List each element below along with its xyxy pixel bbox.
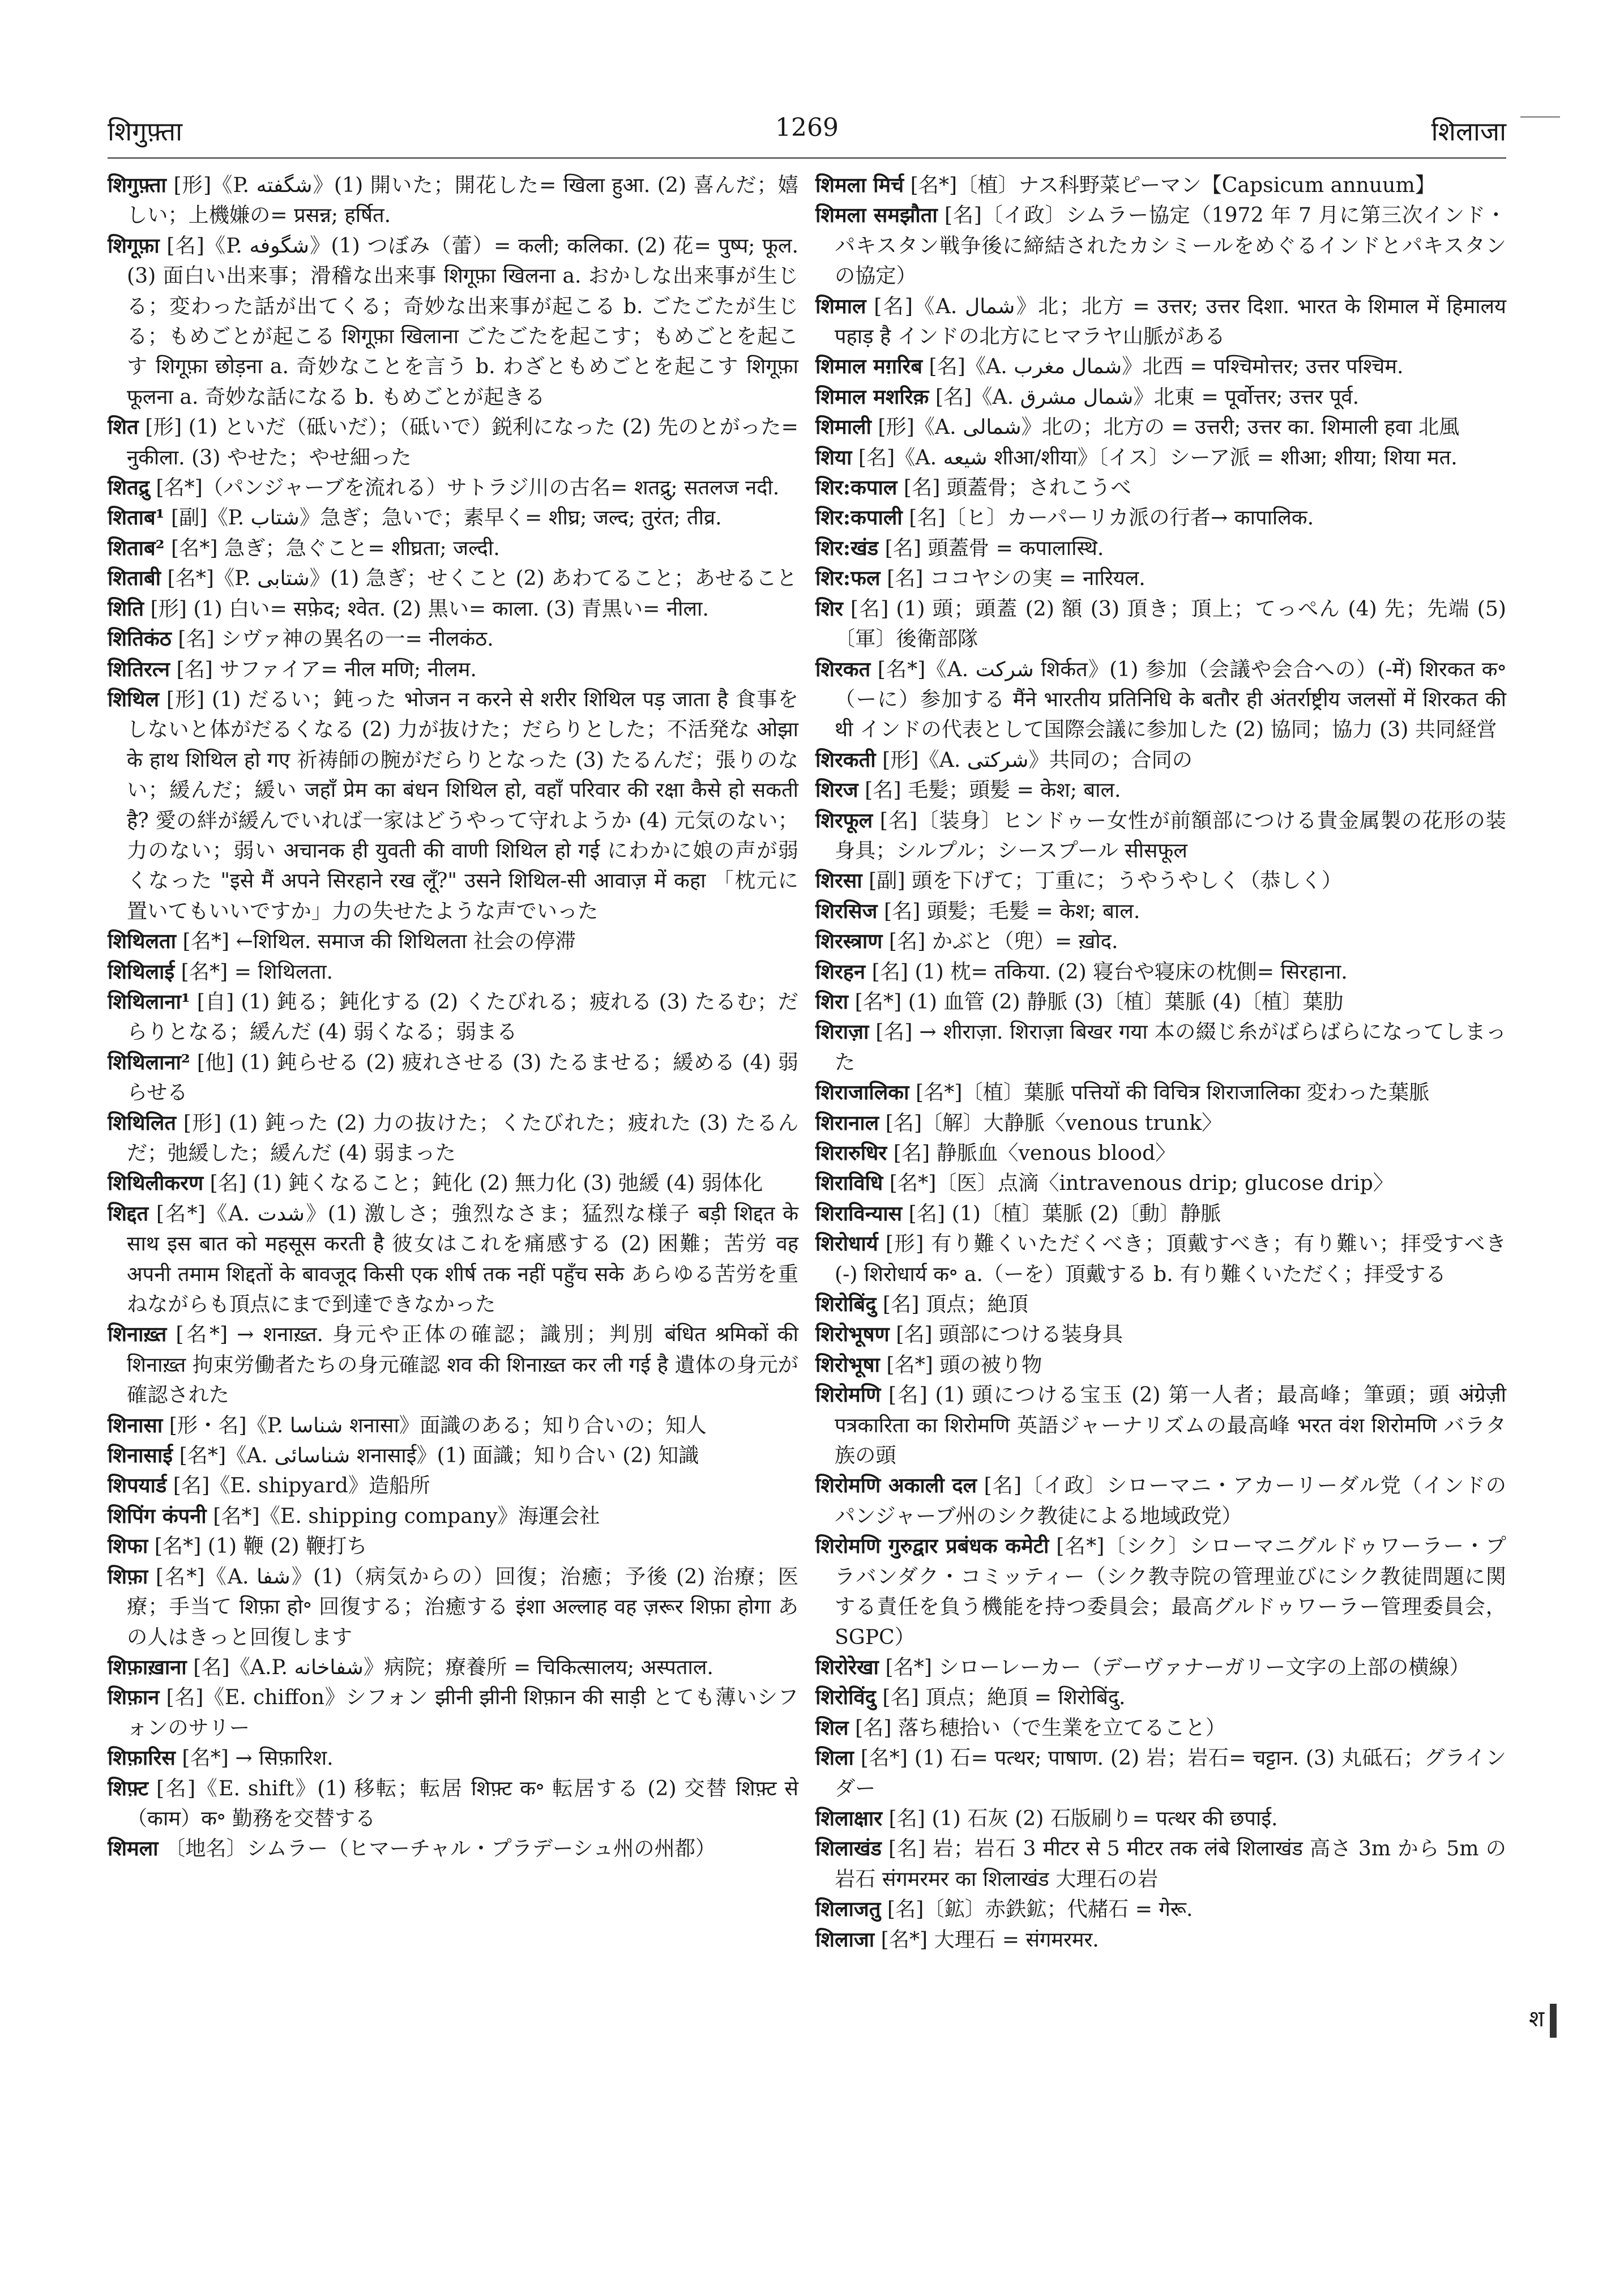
entry-definition: [名*]《A. شفا》(1)（病気からの）回復；治癒；予後 (2) 治療；医療；手当て शिफ़ा हो॰ 回復する；治癒する इंशा अल्लाह वह ज़रूर शिफ़ा होगा あの人はきっと回復します <box>127 1564 798 1649</box>
entry-definition: [形・名]《P. شناسا शनासा》面識のある；知り合いの；知人 <box>169 1412 707 1437</box>
dictionary-entry <box>108 957 798 987</box>
entry-definition: [名*]《A. شناسائی शनासाई》(1) 面識；知り合い (2) 知識 <box>179 1443 699 1468</box>
entry-headword: शिथिल <box>108 686 160 711</box>
entry-headword: शिर:खंड <box>815 535 879 560</box>
dictionary-entry <box>815 472 1506 502</box>
dictionary-entry <box>815 412 1506 442</box>
entry-definition: [名] (1) 鈍くなること；鈍化 (2) 無力化 (3) 弛緩 (4) 弱体化 <box>210 1171 763 1196</box>
entry-headword: शिथिलीकरण <box>108 1171 204 1196</box>
entry-headword: शिर:फल <box>815 566 881 591</box>
corner-mark <box>1520 116 1560 118</box>
dictionary-entry <box>108 1773 798 1834</box>
entry-headword: शिरहन <box>815 959 866 984</box>
entry-definition: [名*]〔植〕葉脈 पत्तियों की विचित्र शिराजालिका 変わった葉脈 <box>915 1080 1430 1105</box>
dictionary-entry <box>815 1319 1506 1349</box>
entry-headword: शिथिलाना¹ <box>108 989 190 1014</box>
entry-headword: शिपयार्ड <box>108 1473 167 1498</box>
entry-headword: शिरकती <box>815 747 876 772</box>
dictionary-entry <box>815 442 1506 472</box>
entry-definition: [名] 毛髪；頭髪 = केश; बाल. <box>865 778 1121 803</box>
entry-definition: [名]〔解〕大静脈〈venous trunk〉 <box>885 1110 1223 1135</box>
entry-headword: शिफ़ा <box>108 1564 148 1589</box>
entry-headword: शिरज <box>815 778 858 803</box>
entry-headword: शिमाल मशरिक़ <box>815 384 929 409</box>
entry-definition: [名]《A. شمال مشرق》北東 = पूर्वोत्तर; उत्तर पूर्व. <box>935 384 1360 409</box>
entry-definition: [名] シヴァ神の異名の一= नीलकंठ. <box>178 626 494 651</box>
dictionary-entry <box>108 1652 798 1682</box>
dictionary-entry <box>815 1228 1506 1289</box>
dictionary-entry <box>108 684 798 926</box>
entry-definition: [名*] (1) 石= पत्थर; पाषाण. (2) 岩；岩石= चट्टान. (3) 丸砥石；グラインダー <box>835 1745 1506 1800</box>
entry-headword: शिफ़ान <box>108 1685 160 1710</box>
dictionary-entry <box>815 1138 1506 1168</box>
dictionary-entry <box>815 654 1506 745</box>
entry-headword: शिमला समझौता <box>815 203 938 228</box>
entry-definition: [名*]〔植〕ナス科野菜ピーマン【Capsicum annuum】 <box>910 173 1435 197</box>
entry-headword: शितिरत्न <box>108 656 170 681</box>
dictionary-entry <box>815 957 1506 987</box>
entry-headword: शिरसिज <box>815 898 878 923</box>
entry-definition: [名*] = शिथिलता. <box>181 959 334 984</box>
entry-headword: शिया <box>815 445 852 470</box>
dictionary-entry <box>108 1108 798 1168</box>
dictionary-entry <box>815 926 1506 956</box>
dictionary-entry <box>108 563 798 593</box>
entry-definition: [名*] → सिफ़ारिश. <box>182 1745 334 1770</box>
entry-headword: शित <box>108 415 139 439</box>
entry-headword: शिरोमणि <box>815 1382 881 1407</box>
dictionary-entry <box>815 382 1506 412</box>
entry-headword: शिनासाई <box>108 1443 173 1468</box>
dictionary-entry <box>108 472 798 502</box>
dictionary-entry <box>108 594 798 624</box>
thumb-index-bar <box>1550 2004 1557 2038</box>
entry-headword: शिफ़्ट <box>108 1775 149 1800</box>
entry-headword: शिरसा <box>815 868 862 893</box>
thumb-index <box>1529 2002 1557 2038</box>
entry-definition: [名*] 急ぎ；急ぐこと= शीघ्रता; जल्दी. <box>171 535 500 560</box>
entry-definition: [名] (1) 頭；頭蓋 (2) 額 (3) 頂き；頂上；てっぺん (4) 先；先端 (5)〔軍〕後衛部隊 <box>835 596 1506 651</box>
dictionary-entry <box>815 1198 1506 1228</box>
dictionary-entry <box>108 502 798 532</box>
entry-definition: [名*] → शनाख़्त. 身元や正体の確認；識別；判別 बंधित श्रमिकों की शिनाख़्त 拘束労働者たちの身元確認 शव की शिनाख़्त कर ली गई है 遺体の身元が確認された <box>127 1322 798 1407</box>
entry-definition: [名]《E. shipyard》造船所 <box>173 1473 430 1498</box>
entry-headword: शिराविन्यास <box>815 1201 903 1226</box>
entry-headword: शिरकत <box>815 656 871 681</box>
dictionary-entry <box>108 1168 798 1198</box>
dictionary-entry <box>815 1350 1506 1380</box>
dictionary-entry <box>815 1168 1506 1198</box>
dictionary-entry <box>815 563 1506 593</box>
entry-definition: [名] (1)〔植〕葉脈 (2)〔動〕静脈 <box>908 1201 1221 1226</box>
entry-definition: [名] かぶと（兜）= ख़ोद. <box>888 929 1118 954</box>
entry-definition: [名] → शीराज़ा. शिराज़ा बिखर गया 本の綴じ糸がばらばらになってしまった <box>835 1019 1506 1074</box>
entry-headword: शिर:कपाली <box>815 505 903 530</box>
entry-definition: [副]《P. شتاب》急ぎ；急いで；素早く= शीघ्र; जल्द; तुरंत; तीव्र. <box>171 505 722 530</box>
entry-headword: शितिकंठ <box>108 626 172 651</box>
entry-definition: [名*]《P. شتابی》(1) 急ぎ；せくこと (2) あわてること；あせること <box>167 566 797 591</box>
dictionary-entry <box>815 1803 1506 1833</box>
entry-headword: शिर <box>815 596 843 621</box>
entry-definition: [名]〔イ政〕シローマニ・アカーリーダル党（インドのパンジャーブ州のシク教徒による地域政党） <box>835 1473 1506 1528</box>
dictionary-entry <box>815 291 1506 352</box>
entry-definition: [形] (1) 白い= सफ़ेद; श्वेत. (2) 黒い= काला. (3) 青黒い= नीला. <box>150 596 709 621</box>
dictionary-entry <box>815 351 1506 381</box>
entry-headword: शिरोविंदु <box>815 1685 876 1710</box>
entry-headword: शिरोरेखा <box>815 1654 879 1679</box>
entry-headword: शिनासा <box>108 1412 163 1437</box>
entry-definition: [名] 頂点；絶頂 <box>882 1292 1028 1317</box>
page-number: 1269 <box>775 113 839 142</box>
entry-headword: शिताबी <box>108 566 161 591</box>
dictionary-entry <box>108 170 798 231</box>
dictionary-entry <box>815 533 1506 563</box>
entry-headword: शिरोमणि अकाली दल <box>815 1473 977 1498</box>
dictionary-entry <box>815 170 1506 200</box>
entry-headword: शिताब¹ <box>108 505 165 530</box>
entry-headword: शिफ़ारिस <box>108 1745 176 1770</box>
entry-definition: 〔地名〕シムラー（ヒマーチャル・プラデーシュ州の州都） <box>165 1836 716 1861</box>
entry-definition: [名*]《E. shipping company》海運会社 <box>213 1503 600 1528</box>
entry-definition: [名] 頭蓋骨 = कपालास्थि. <box>884 535 1104 560</box>
entry-definition: [形] (1) 鈍った (2) 力の抜けた；くたびれた；疲れた (3) たるんだ；弛緩した；緩んだ (4) 弱まった <box>127 1110 799 1165</box>
entry-definition: [名] (1) 頭につける宝玉 (2) 第一人者；最高峰；筆頭；頭 अंग्रेज़ी पत्रकारिता का शिरोमणि 英語ジャーナリズムの最高峰 भरत वंश शिरोमणि バラタ族の頭 <box>835 1382 1506 1468</box>
entry-headword: शिरा <box>815 989 849 1014</box>
dictionary-entry <box>108 1682 798 1743</box>
dictionary-entry <box>815 1743 1506 1803</box>
dictionary-entry <box>815 896 1506 926</box>
dictionary-entry <box>108 926 798 956</box>
entry-headword: शिल <box>815 1715 849 1740</box>
entry-definition: [名*]《A. شرکت शिर्कत》(1) 参加（会議や会合への）(-में) शिरकत क॰（ーに）参加する मैंने भारतीय प्रतिनिधि के बतौर ही अंतर्राष्ट्रीय जलसों में शिरकत की थी インドの代表として国際会議に参加した (2) 協同；協力 (3) 共同経営 <box>835 656 1506 742</box>
entry-definition: [形] (1) だるい；鈍った भोजन न करने से शरीर शिथिल पड़ जाता है 食事をしないと体がだるくなる (2) 力が抜けた；だらりとした；不活発な ओझा के हाथ शिथिल हो गए 祈祷師の腕がだらりとなった (3) たるんだ；張りのない；緩んだ；緩い जहाँ प्रेम का बंधन शिथिल हो, वहाँ परिवार की रक्षा कैसे हो सकती है? 愛の絆が緩んでいれば一家はどうやって守れようか (4) 元気のない；力のない；弱い अचानक ही युवती की वाणी शिथिल हो गई にわかに娘の声が弱くなった "इसे मैं अपने सिरहाने रख लूँ?" उसने शिथिल-सी आवाज़ में कहा 「枕元に置いてもいいですか」力の失せたような声でいった <box>127 686 798 923</box>
entry-headword: शिराजालिका <box>815 1080 909 1105</box>
entry-headword: शिद्दत <box>108 1201 149 1226</box>
entry-headword: शिरारुधिर <box>815 1141 887 1165</box>
entry-definition: [他] (1) 鈍らせる (2) 疲れさせる (3) たるませる；緩める (4) 弱らせる <box>127 1049 798 1105</box>
dictionary-entry <box>815 1531 1506 1652</box>
entry-headword: शिरस्त्राण <box>815 929 883 954</box>
entry-definition: [名] 岩；岩石 3 मीटर से 5 मीटर तक लंबे शिलाखंड 高さ 3m から 5m の岩石 संगमरमर का शिलाखंड 大理石の岩 <box>835 1836 1506 1891</box>
entry-headword: शिफा <box>108 1534 148 1559</box>
entry-definition: [名] (1) 石灰 (2) 石版刷り= पत्थर की छपाई. <box>888 1806 1278 1830</box>
entry-definition: [名]〔鉱〕赤鉄鉱；代赭石 = गेरू. <box>887 1897 1193 1922</box>
dictionary-entry <box>815 1077 1506 1107</box>
dictionary-entry <box>815 775 1506 805</box>
entry-headword: शिला <box>815 1745 854 1770</box>
dictionary-entry <box>108 1319 798 1410</box>
entry-definition: [名]《A. شمال مغرب》北西 = पश्चिमोत्तर; उत्तर पश्चिम. <box>929 354 1404 379</box>
entry-headword: शिरोभूषा <box>815 1352 880 1377</box>
entry-definition: [名]〔装身〕ヒンドゥー女性が前額部につける貴金属製の花形の装身具；シルプル；シースプール सीसफूल <box>835 808 1506 863</box>
dictionary-entry <box>108 1440 798 1470</box>
entry-headword: शिरफूल <box>815 808 873 833</box>
entry-definition: [形]《A. شمالی》北の；北方の = उत्तरी; उत्तर का. शिमाली हवा 北風 <box>878 415 1460 439</box>
entry-headword: शिलाजा <box>815 1927 875 1952</box>
dictionary-entry <box>815 865 1506 895</box>
entry-definition: [名] 頂点；絶頂 = शिरोबिंदु. <box>882 1685 1126 1710</box>
entry-headword: शिराज़ा <box>815 1019 869 1044</box>
dictionary-entry <box>108 533 798 563</box>
dictionary-entry <box>108 624 798 654</box>
entry-definition: [名*] (1) 血管 (2) 静脈 (3)〔植〕葉脈 (4)〔植〕葉肋 <box>854 989 1344 1014</box>
entry-definition: [名] (1) 枕= तकिया. (2) 寝台や寝床の枕側= सिरहाना. <box>871 959 1348 984</box>
entry-definition: [名]〔ヒ〕カーパーリカ派の行者→ कापालिक. <box>909 505 1314 530</box>
dictionary-entry <box>815 502 1506 532</box>
entry-headword: शिपिंग कंपनी <box>108 1503 207 1528</box>
header-rule <box>108 157 1506 159</box>
entry-definition: [名]《E. shift》(1) 移転；転居 शिफ़्ट क॰ 転居する (2) 交替 शिफ़्ट से（काम）क॰ 勤務を交替する <box>127 1775 798 1830</box>
entry-definition: [名] 頭蓋骨；されこうべ <box>903 475 1131 500</box>
dictionary-entry <box>108 654 798 684</box>
entry-definition: [副] 頭を下げて；丁重に；うやうやしく（恭しく） <box>869 868 1343 893</box>
left-column <box>108 170 798 1864</box>
dictionary-entry <box>815 1713 1506 1743</box>
entry-headword: शिथिलाई <box>108 959 175 984</box>
dictionary-entry <box>815 1380 1506 1470</box>
entry-definition: [自] (1) 鈍る；鈍化する (2) くたびれる；疲れる (3) たるむ；だらりとなる；緩んだ (4) 弱くなる；弱まる <box>127 989 798 1044</box>
dictionary-entry <box>108 1410 798 1440</box>
entry-headword: शिरोबिंदु <box>815 1292 877 1317</box>
page-header <box>108 113 1506 153</box>
dictionary-entry <box>815 1894 1506 1924</box>
entry-definition: [名*]（パンジャーブを流れる）サトラジ川の古名= शतद्रु; सतलज नदी. <box>156 475 780 500</box>
entry-headword: शिरोभूषण <box>815 1322 890 1347</box>
entry-headword: शिमाल <box>815 293 866 318</box>
entry-headword: शिलाक्षार <box>815 1806 883 1830</box>
entry-headword: शिर:कपाल <box>815 475 898 500</box>
entry-headword: शितद्रु <box>108 475 149 500</box>
entry-definition: [名*] (1) 鞭 (2) 鞭打ち <box>154 1534 367 1559</box>
dictionary-entry <box>108 1561 798 1652</box>
dictionary-entry <box>815 594 1506 654</box>
entry-headword: शिराविधि <box>815 1171 883 1196</box>
entry-definition: [名*]《A. شدت》(1) 激しさ；強烈なさま；猛烈な様子 बड़ी शिद्दत के साथ इस बात को महसूस करती है 彼女はこれを痛感する (2) 困難；苦労 वह अपनी तमाम शिद्दतों के बावजूद किसी एक शीर्ष तक नहीं पहुँच सके あらゆる苦労を重ねながらも頂点にまで到達できなかった <box>127 1201 798 1317</box>
entry-headword: शिफ़ाख़ाना <box>108 1654 187 1679</box>
entry-definition: [名] サファイア= नील मणि; नीलम. <box>176 656 477 681</box>
entry-headword: शिताब² <box>108 535 165 560</box>
entry-headword: शिनाख़्त <box>108 1322 167 1347</box>
dictionary-entry <box>815 200 1506 291</box>
entry-definition: [名]《E. chiffon》シフォン झीनी झीनी शिफ़ान की साड़ी とても薄いシフォンのサリー <box>127 1685 798 1740</box>
dictionary-entry <box>815 1108 1506 1138</box>
entry-headword: शिति <box>108 596 144 621</box>
entry-headword: शिगुफ़्ता <box>108 173 166 197</box>
entry-headword: शिलाजतु <box>815 1897 881 1922</box>
dictionary-entry <box>108 1531 798 1561</box>
entry-definition: [名] 頭部につける装身具 <box>896 1322 1123 1347</box>
entry-definition: [名] 頭髪；毛髪 = केश; बाल. <box>883 898 1140 923</box>
entry-definition: [名]《A.P. شفاخانه》病院；療養所 = चिकित्सालय; अस्पताल. <box>193 1654 713 1679</box>
dictionary-entry <box>108 1198 798 1320</box>
entry-definition: [名*] 頭の被り物 <box>886 1352 1042 1377</box>
entry-definition: [形] 有り難くいただくべき；頂戴すべき；有り難い；拝受すべき (-) शिरोधार्य क॰ a.（ーを）頂戴する b. 有り難くいただく；拝受する <box>835 1231 1506 1286</box>
entry-headword: शिरानाल <box>815 1110 879 1135</box>
entry-definition: [名]《P. شگوفه》(1) つぼみ（蕾）= कली; कलिका. (2) 花= पुष्प; फूल. (3) 面白い出来事；滑稽な出来事 शिगूफ़ा खिलना a. おかしな出来事が生じる；変わった話が出てくる；奇妙な出来事が起こる b. ごたごたが生じる；もめごとが起こる शिगूफ़ा खिलाना ごたごたを起こす；もめごとを起こす शिगूफ़ा छोड़ना a. 奇妙なことを言う b. わざともめごとを起こす शिगूफ़ा फूलना a. 奇妙な話になる b. もめごとが起きる <box>127 233 798 409</box>
dictionary-entry <box>108 987 798 1047</box>
entry-definition: [名*]〔医〕点滴〈intravenous drip; glucose drip〉 <box>889 1171 1394 1196</box>
entry-headword: शिगूफ़ा <box>108 233 160 258</box>
entry-definition: [名*] シローレーカー（デーヴァナーガリー文字の上部の横線） <box>885 1654 1470 1679</box>
entry-headword: शिमला <box>108 1836 159 1861</box>
entry-headword: शिरोधार्य <box>815 1231 878 1256</box>
entry-headword: शिरोमणि गुरुद्वार प्रबंधक कमेटी <box>815 1534 1049 1559</box>
entry-definition: [名] 落ち穂拾い（で生業を立てること） <box>855 1715 1226 1740</box>
dictionary-entry <box>815 1924 1506 1954</box>
dictionary-entry <box>815 805 1506 866</box>
entry-definition: [名]《A. شمال》北；北方 = उत्तर; उत्तर दिशा. भारत के शिमाल में हिमालय पहाड़ है インドの北方にヒマラヤ山脈がある <box>835 293 1506 349</box>
dictionary-entry <box>815 1652 1506 1682</box>
entry-headword: शिथिलाना² <box>108 1049 190 1074</box>
dictionary-entry <box>108 231 798 412</box>
entry-definition: [名]《A. شیعه शीआ/शीया》〔イス〕シーア派 = शीआ; शीया; शिया मत. <box>858 445 1458 470</box>
thumb-index-letter: श <box>1529 2006 1545 2032</box>
dictionary-entry <box>108 1047 798 1108</box>
entry-definition: [名]〔イ政〕シムラー協定（1972 年 7 月に第三次インド・パキスタン戦争後に締結されたカシミールをめぐるインドとパキスタンの協定） <box>835 203 1506 288</box>
dictionary-entry <box>108 1833 798 1863</box>
entry-headword: शिमाल मग़रिब <box>815 354 922 379</box>
entry-headword: शिमला मिर्च <box>815 173 904 197</box>
dictionary-entry <box>815 987 1506 1017</box>
dictionary-entry <box>815 1470 1506 1531</box>
entry-definition: [名*] ←शिथिल. समाज की शिथिलता 社会の停滞 <box>182 929 576 954</box>
dictionary-entry <box>815 1833 1506 1894</box>
dictionary-entry <box>108 1501 798 1531</box>
entry-definition: [名*]〔シク〕シローマニグルドゥワーラー・プラバンダク・コミッティー（シク教寺院の管理並びにシク教徒問題に関する責任を負う機能を持つ委員会；最高グルドゥワーラー管理委員会，SGPC） <box>835 1534 1506 1649</box>
entry-definition: [名*] 大理石 = संगमरमर. <box>881 1927 1099 1952</box>
dictionary-entry <box>108 1470 798 1500</box>
dictionary-entry <box>815 1682 1506 1712</box>
entry-definition: [名] 静脈血〈venous blood〉 <box>893 1141 1176 1165</box>
dictionary-entry <box>815 745 1506 775</box>
right-column <box>815 170 1506 1954</box>
dictionary-entry <box>815 1289 1506 1319</box>
entry-headword: शिथिलता <box>108 929 177 954</box>
dictionary-entry <box>815 1017 1506 1077</box>
entry-definition: [形]《P. شگفته》(1) 開いた；開花した= खिला हुआ. (2) 喜んだ；嬉しい；上機嫌の= प्रसन्न; हर्षित. <box>127 173 798 228</box>
guide-word-right: शिलाजा <box>1431 116 1506 147</box>
entry-definition: [形]《A. شرکتی》共同の；合同の <box>882 747 1193 772</box>
entry-headword: शिलाखंड <box>815 1836 882 1861</box>
entry-headword: शिमाली <box>815 415 871 439</box>
dictionary-entry <box>108 1743 798 1773</box>
entry-definition: [名] ココヤシの実 = नारियल. <box>887 566 1146 591</box>
guide-word-left: शिगुफ़्ता <box>108 116 183 147</box>
dictionary-entry <box>108 412 798 472</box>
entry-definition: [形] (1) といだ（砥いだ）；（砥いで）鋭利になった (2) 先のとがった= नुकीला. (3) やせた；やせ細った <box>127 415 798 470</box>
entry-headword: शिथिलित <box>108 1110 177 1135</box>
